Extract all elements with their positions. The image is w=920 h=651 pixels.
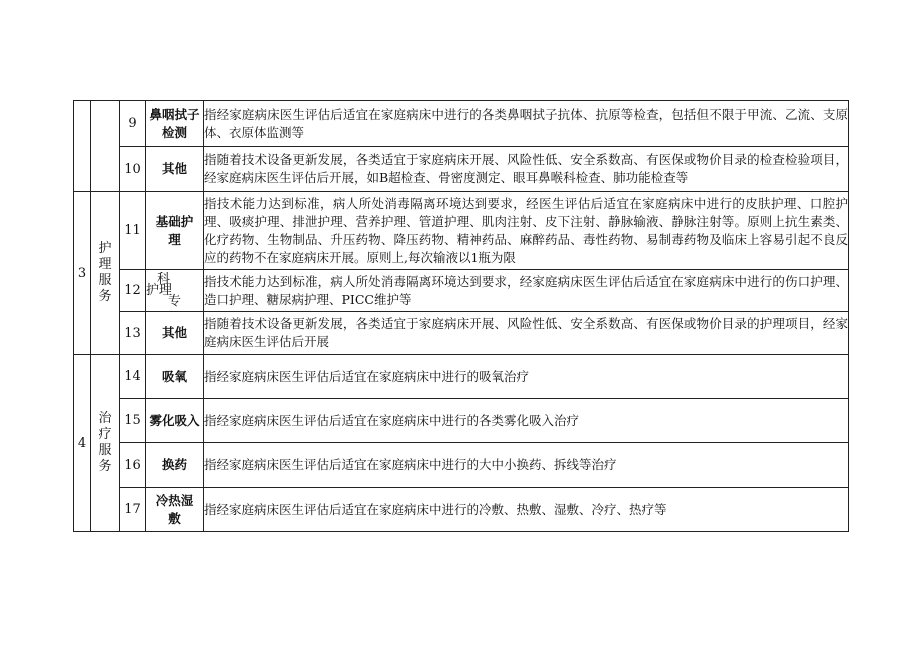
- category-number: 4: [74, 355, 91, 532]
- table-row: [74, 270, 849, 312]
- table-row: [74, 192, 849, 270]
- item-name: 换药: [146, 443, 204, 488]
- table-row: [74, 443, 849, 488]
- item-number: 10: [120, 147, 146, 192]
- table-row: [74, 312, 849, 355]
- item-number: 13: [120, 312, 146, 355]
- item-number: 11: [120, 192, 146, 270]
- item-description: 指随着技术设备更新发展，各类适宜于家庭病床开展、风险性低、安全系数高、有医保或物价目录的检查检验项目，经家庭病床医生评估后开展，如B超检查、骨密度测定、眼耳鼻喉科检查、肺功能检查等: [204, 147, 849, 192]
- category-name: 治疗服务: [91, 355, 120, 532]
- table-row: [74, 488, 849, 532]
- category-number: 3: [74, 192, 91, 355]
- category-name: [91, 101, 120, 192]
- table-row: [74, 101, 849, 147]
- table-row: [74, 399, 849, 443]
- item-description: 指经家庭病床医生评估后适宜在家庭病床中进行的冷敷、热敷、湿敷、冷疗、热疗等: [204, 488, 849, 532]
- item-number: 9: [120, 101, 146, 147]
- item-description: 指经家庭病床医生评估后适宜在家庭病床中进行的大中小换药、拆线等治疗: [204, 443, 849, 488]
- item-description: 指随着技术设备更新发展，各类适宜于家庭病床开展、风险性低、安全系数高、有医保或物价目录的护理项目，经家庭病床医生评估后开展: [204, 312, 849, 355]
- item-number: 14: [120, 355, 146, 399]
- item-description: 指经家庭病床医生评估后适宜在家庭病床中进行的吸氧治疗: [204, 355, 849, 399]
- item-name: 雾化吸入: [146, 399, 204, 443]
- table-row: [74, 355, 849, 399]
- item-number: 16: [120, 443, 146, 488]
- item-name: 冷热湿敷: [146, 488, 204, 532]
- item-number: 15: [120, 399, 146, 443]
- item-name: 吸氧: [146, 355, 204, 399]
- item-name: 鼻咽拭子检测: [146, 101, 204, 147]
- item-name: 其他: [146, 147, 204, 192]
- item-number: 17: [120, 488, 146, 532]
- item-description: 指经家庭病床医生评估后适宜在家庭病床中进行的各类雾化吸入治疗: [204, 399, 849, 443]
- item-description: 指技术能力达到标准，病人所处消毒隔离环境达到要求，经医生评估后适宜在家庭病床中进行的皮肤护理、口腔护理、吸痰护理、排泄护理、营养护理、管道护理、肌肉注射、皮下注射、静脉输液、静脉注射等。原则上抗生素类、化疗药物、生物制品、升压药物、降压药物、精神药品、麻醉药品、毒性药物、易制毒药物及临床上容易引起不良反应的药物不在家庭病床开展。原则上,每次输液以1瓶为限: [204, 192, 849, 270]
- category-number: [74, 101, 91, 192]
- item-name: 基础护理: [146, 192, 204, 270]
- item-description: 指技术能力达到标准，病人所处消毒隔离环境达到要求，经家庭病床医生评估后适宜在家庭病床中进行的伤口护理、造口护理、糖尿病护理、PICC维护等: [204, 270, 849, 312]
- item-number: 12: [120, 270, 146, 312]
- item-name: 其他: [146, 312, 204, 355]
- category-name: 护理服务: [91, 192, 120, 355]
- item-name: 科 护理 专: [146, 270, 204, 312]
- service-table: [73, 100, 849, 532]
- table-row: [74, 147, 849, 192]
- item-description: 指经家庭病床医生评估后适宜在家庭病床中进行的各类鼻咽拭子抗体、抗原等检查，包括但不限于甲流、乙流、支原体、衣原体监测等: [204, 101, 849, 147]
